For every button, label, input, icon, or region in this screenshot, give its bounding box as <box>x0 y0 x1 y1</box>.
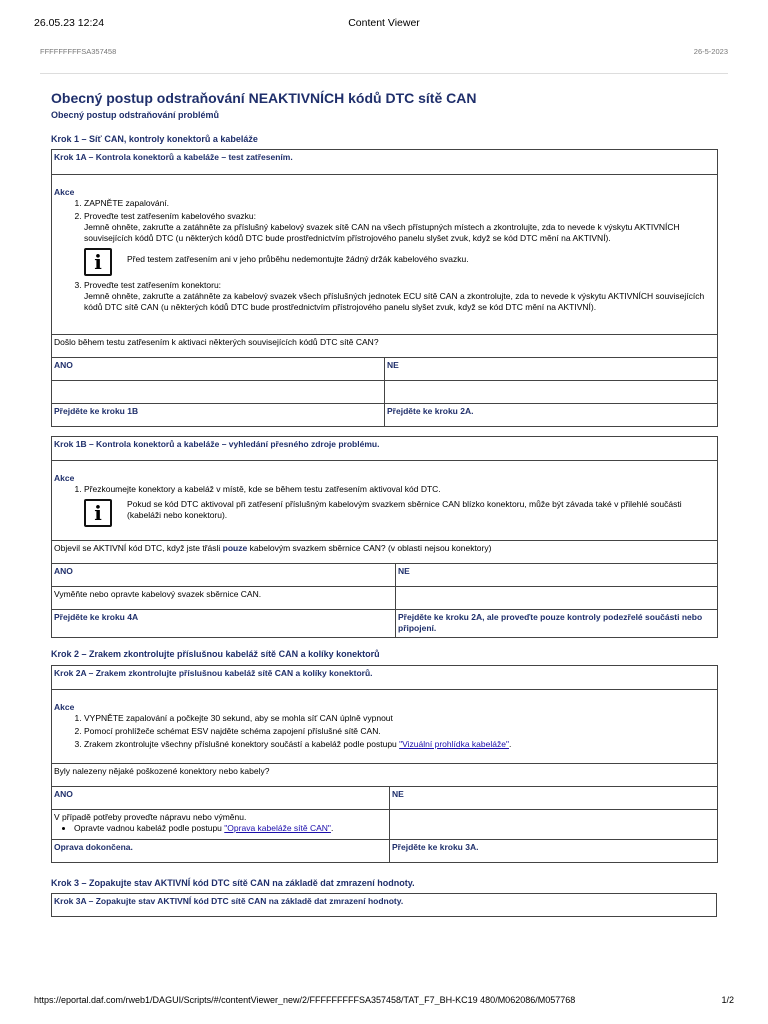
action-item: 2. Proveďte test zatřesením kabelového svazku: Jemně ohněte, zakruťte a zatáhněte za příslušný kabelový svazek sítě CAN na všech přístupných místech a zkontrolujte, zda to nevede k výskytu AKTIVNÍCH souvisejících kódů DTC (u některých kódů DTC bude prostřednictvím přístrojového panelu slyšet zvuk, když se kód DTC mění na AKTIVNÍ). i Před testem zatřesením ani v jeho průběhu nedemontujte žádný držák kabelového svazku. <box>84 211 715 276</box>
yes-next-step: Oprava dokončena. <box>52 840 390 863</box>
action-item: 3. Proveďte test zatřesením konektoru: Jemně ohněte, zakruťte a zatáhněte za kabelový svazek všech příslušných jednotek ECU sítě CAN a zkontrolujte, zda to nevede k výskytu AKTIVNÍCH souvisejících kódů DTC sítě CAN (u některých kódů DTC bude prostřednictvím přístrojového panelu slyšet zvuk, když se kód DTC mění na AKTIVNÍ). <box>84 280 715 313</box>
info-icon: i <box>84 248 112 276</box>
no-detail <box>385 381 718 404</box>
actions-label: Akce <box>54 473 75 483</box>
no-next-step: Přejděte ke kroku 3A. <box>390 840 718 863</box>
yes-label: ANO <box>52 787 390 810</box>
actions-list <box>54 484 715 527</box>
step-2a-question: Byly nalezeny nějaké poškozené konektory nebo kabely? <box>52 764 718 787</box>
no-label: NE <box>385 358 718 381</box>
yes-detail: V případě potřeby proveďte nápravu nebo výměnu. • Opravte vadnou kabeláž podle postupu "Oprava kabeláže sítě CAN". <box>52 810 390 840</box>
yes-label: ANO <box>52 564 396 587</box>
action-item: 1. ZAPNĚTE zapalování. <box>84 198 715 209</box>
actions-list <box>54 713 715 750</box>
action-detail: Jemně ohněte, zakruťte a zatáhněte za kabelový svazek všech příslušných jednotek ECU sítě CAN a zkontrolujte, zda to nevede k výskytu AKTIVNÍCH souvisejících kódů DTC sítě CAN (u některých kódů DTC bude prostřednictvím přístrojového panelu slyšet zvuk, když se kód DTC mění na AKTIVNÍ). <box>84 291 705 312</box>
step-1a-question: Došlo během testu zatřesením k aktivaci některých souvisejících kódů DTC sítě CAN? <box>52 335 718 358</box>
step-1-heading: Krok 1 – Síť CAN, kontroly konektorů a kabeláže <box>51 134 258 144</box>
action-item: 1. Přezkoumejte konektory a kabeláž v místě, kde se během testu zatřesením aktivoval kód DTC. i Pokud se kód DTC aktivoval při zatřesení příslušným kabelovým svazkem sběrnice CAN blízko konektoru, může být závada také v přilehlé součásti (kabeláži nebo konektoru). <box>84 484 715 527</box>
step-3a-title: Krok 3A – Zopakujte stav AKTIVNÍ kód DTC sítě CAN na základě dat zmrazení hodnoty. <box>52 894 717 917</box>
actions-label: Akce <box>54 702 75 712</box>
print-datetime: 26.05.23 12:24 <box>34 17 105 29</box>
action-item: 3. Zrakem zkontrolujte všechny příslušné konektory součástí a kabeláž podle postupu "Vizuální prohlídka kabeláže". <box>84 739 715 750</box>
yes-detail: Vyměňte nebo opravte kabelový svazek sběrnice CAN. <box>52 587 396 610</box>
step-1b-title: Krok 1B – Kontrola konektorů a kabeláže – vyhledání přesného zdroje problému. <box>52 437 718 461</box>
step-2a-title: Krok 2A – Zrakem zkontrolujte příslušnou kabeláž sítě CAN a kolíky konektorů. <box>52 666 718 690</box>
step-3-heading: Krok 3 – Zopakujte stav AKTIVNÍ kód DTC sítě CAN na základě dat zmrazení hodnoty. <box>51 878 415 888</box>
yes-label: ANO <box>52 358 385 381</box>
action-detail: Jemně ohněte, zakruťte a zatáhněte za příslušný kabelový svazek sítě CAN na všech přístupných místech a zkontrolujte, zda to nevede k výskytu AKTIVNÍCH souvisejících kódů DTC (u některých kódů DTC bude prostřednictvím přístrojového panelu slyšet zvuk, když se kód DTC mění na AKTIVNÍ). <box>84 222 680 243</box>
step-1b-actions <box>52 461 718 541</box>
step-1a-actions <box>52 175 718 335</box>
info-note-text: Před testem zatřesením ani v jeho průběhu nedemontujte žádný držák kabelového svazku. <box>127 254 469 264</box>
no-detail <box>390 810 718 840</box>
visual-inspection-link[interactable]: "Vizuální prohlídka kabeláže" <box>399 739 509 749</box>
actions-list <box>54 198 715 313</box>
step-3a-box <box>51 893 717 917</box>
actions-label: Akce <box>54 187 75 197</box>
info-icon: i <box>84 499 112 527</box>
document-date: 26-5-2023 <box>693 47 728 56</box>
step-2a-box <box>51 665 718 863</box>
header-divider <box>40 73 728 74</box>
step-2a-actions <box>52 690 718 764</box>
yes-detail <box>52 381 385 404</box>
page-url: https://eportal.daf.com/rweb1/DAGUI/Scripts/#/contentViewer_new/2/FFFFFFFFFSA357458/TAT_F7_BH-KC19 480/M062086/M057768 <box>34 995 576 1005</box>
yes-next-step: Přejděte ke kroku 4A <box>52 610 396 638</box>
action-item: 1. VYPNĚTE zapalování a počkejte 30 sekund, aby se mohla síť CAN úplně vypnout <box>84 713 715 724</box>
step-1a-title: Krok 1A – Kontrola konektorů a kabeláže – test zatřesením. <box>52 150 718 175</box>
document-subtitle: Obecný postup odstraňování problémů <box>51 110 220 120</box>
action-item: 2. Pomocí prohlížeče schémat ESV najděte schéma zapojení příslušné sítě CAN. <box>84 726 715 737</box>
repair-bullet: • Opravte vadnou kabeláž podle postupu "Oprava kabeláže sítě CAN". <box>74 823 387 834</box>
no-label: NE <box>390 787 718 810</box>
no-detail <box>396 587 718 610</box>
info-note <box>84 499 715 527</box>
page-number: 1/2 <box>721 995 734 1005</box>
no-next-step: Přejděte ke kroku 2A. <box>385 404 718 427</box>
document-title: Obecný postup odstraňování NEAKTIVNÍCH kódů DTC sítě CAN <box>51 90 477 106</box>
step-2-heading: Krok 2 – Zrakem zkontrolujte příslušnou kabeláž sítě CAN a kolíky konektorů <box>51 649 380 659</box>
step-1b-question: Objevil se AKTIVNÍ kód DTC, když jste třásli pouze kabelovým svazkem sběrnice CAN? (v oblasti nejsou konektory) <box>52 541 718 564</box>
can-wiring-repair-link[interactable]: "Oprava kabeláže sítě CAN" <box>224 823 331 833</box>
no-label: NE <box>396 564 718 587</box>
info-note-text: Pokud se kód DTC aktivoval při zatřesení příslušným kabelovým svazkem sběrnice CAN blízko konektoru, může být závada také v přilehlé součásti (kabeláži nebo konektoru). <box>127 499 682 520</box>
info-note <box>84 248 715 276</box>
step-1a-box <box>51 149 718 427</box>
no-next-step: Přejděte ke kroku 2A, ale proveďte pouze kontroly podezřelé součásti nebo připojení. <box>396 610 718 638</box>
yes-next-step: Přejděte ke kroku 1B <box>52 404 385 427</box>
step-1b-box <box>51 436 718 638</box>
document-id: FFFFFFFFFSA357458 <box>40 47 117 56</box>
page-title: Content Viewer <box>348 17 420 29</box>
